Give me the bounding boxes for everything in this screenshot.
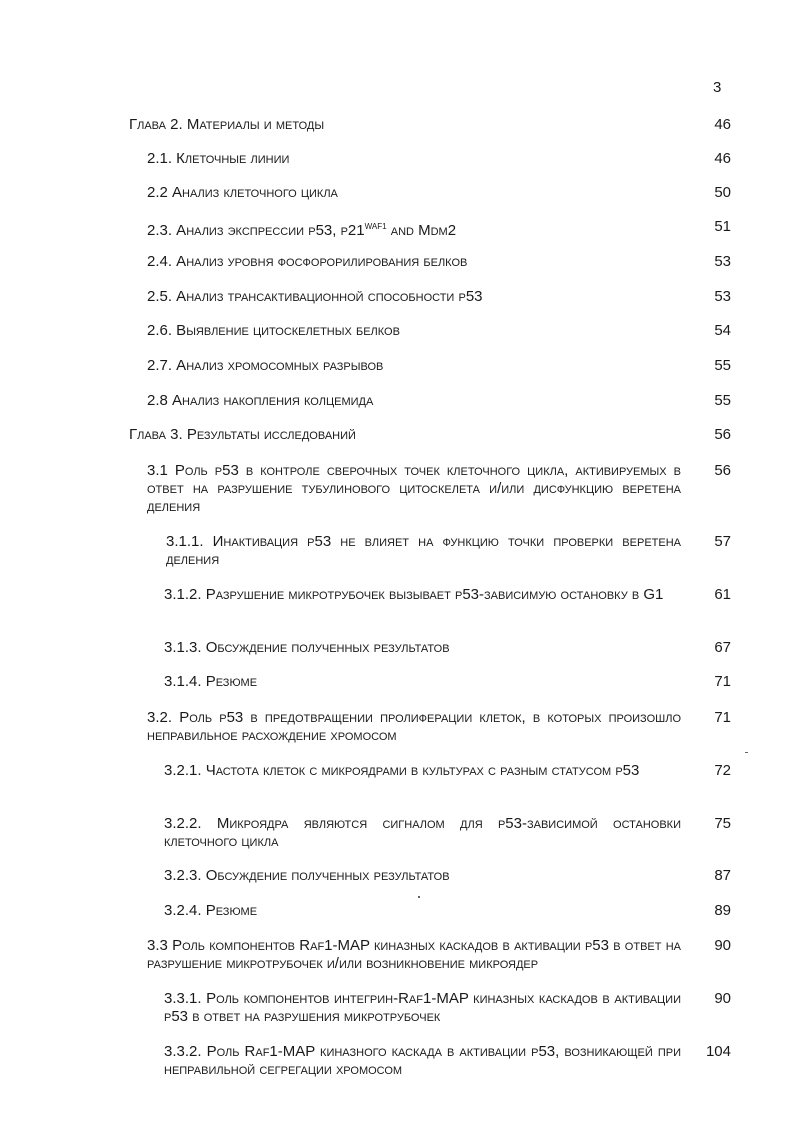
toc-entry-label: 2.2 Анализ клеточного цикла	[147, 184, 338, 201]
toc-entry-2-8	[147, 392, 731, 410]
toc-entry-2-1	[147, 150, 731, 168]
toc-entry-3-3	[147, 937, 731, 973]
toc-entry-label: 2.4. Анализ уровня фосфорорилирования белков	[147, 253, 468, 270]
toc-entry-3-2-4	[164, 902, 731, 920]
toc-entry-page: 104	[705, 1043, 731, 1060]
toc-entry-page: 71	[714, 673, 731, 690]
toc-entry-3-1-2	[164, 586, 731, 604]
toc-entry-2-5	[147, 288, 731, 306]
toc-entry-page: 90	[714, 990, 731, 1007]
toc-entry-page: 57	[714, 533, 731, 550]
toc-entry-page: 55	[714, 392, 731, 409]
toc-entry-2-2	[147, 184, 731, 202]
toc-entry-page: 51	[714, 218, 731, 235]
toc-entry-page: 89	[714, 902, 731, 919]
toc-entry-label: 2.1. Клеточные линии	[147, 150, 290, 167]
toc-entry-label: 3.2.1. Частота клеток с микроядрами в культурах с разным статусом p53	[164, 762, 640, 779]
toc-entry-2-3	[147, 218, 731, 240]
toc-entry-label: 3.3.2. Роль Raf1-MAP киназного каскада в активации p53, возникающей при неправильной сегрегации хромосом	[164, 1043, 681, 1078]
toc-entry-2-6	[147, 322, 731, 340]
toc-entry-3-2-2	[164, 815, 731, 851]
toc-entry-3-3-1	[164, 990, 731, 1026]
toc-entry-chapter-2	[129, 116, 731, 134]
toc-entry-2-7	[147, 357, 731, 375]
toc-entry-page: 75	[714, 815, 731, 832]
toc-entry-3-1-1	[166, 533, 731, 569]
toc-entry-page: 71	[714, 709, 731, 726]
toc-entry-label: 2.5. Анализ трансактивационной способности p53	[147, 288, 483, 305]
toc-entry-label: 2.8 Анализ накопления колцемида	[147, 392, 374, 409]
toc-entry-page: 87	[714, 867, 731, 884]
toc-entry-3-2-3	[164, 867, 731, 885]
toc-entry-page: 50	[714, 184, 731, 201]
toc-entry-page: 46	[714, 150, 731, 167]
toc-entry-page: 72	[714, 762, 731, 779]
toc-entry-3-2-1	[164, 762, 731, 780]
toc-entry-label: 3.1.4. Резюме	[164, 673, 258, 690]
toc-entry-page: 46	[714, 116, 731, 133]
toc-entry-label: Глава 3. Результаты исследований	[129, 426, 356, 443]
toc-entry-label-superscript: WAF1	[364, 222, 387, 231]
toc-entry-label: 3.2.4. Резюме	[164, 902, 258, 919]
toc-entry-3-1-4	[164, 673, 731, 691]
toc-entry-page: 53	[714, 253, 731, 270]
scan-speck	[745, 752, 748, 753]
toc-entry-label: Глава 2. Материалы и методы	[129, 116, 325, 133]
toc-entry-label: 3.2.3. Обсуждение полученных результатов	[164, 867, 450, 884]
toc-entry-label: 3.2.2. Микроядра являются сигналом для p53-зависимой остановки клеточного цикла	[164, 815, 681, 850]
toc-entry-3-2	[147, 709, 731, 745]
toc-entry-label: 3.1 Роль p53 в контроле сверочных точек клеточного цикла, активируемых в ответ на разрушение тубулинового цитоскелета и/или дисфункцию веретена деления	[147, 462, 681, 515]
toc-entry-page: 90	[714, 937, 731, 954]
toc-entry-label: 3.1.1. Инактивация p53 не влияет на функцию точки проверки веретена деления	[166, 533, 681, 568]
toc-entry-page: 53	[714, 288, 731, 305]
toc-entry-page: 61	[714, 586, 731, 603]
toc-entry-label: 3.1.3. Обсуждение полученных результатов	[164, 639, 450, 656]
toc-entry-label: 3.3 Роль компонентов Raf1-MAP киназных каскадов в активации p53 в ответ на разрушение микротрубочек и/или возникновение микроядер	[147, 937, 681, 972]
toc-entry-2-4	[147, 253, 731, 271]
scan-speck	[418, 896, 420, 898]
toc-entry-label: 2.7. Анализ хромосомных разрывов	[147, 357, 384, 374]
toc-entry-3-1	[147, 462, 731, 516]
toc-entry-3-3-2	[164, 1043, 731, 1079]
toc-entry-label	[147, 218, 681, 240]
toc-entry-page: 55	[714, 357, 731, 374]
toc-entry-label: 3.1.2. Разрушение микротрубочек вызывает p53-зависимую остановку в G1	[164, 586, 664, 603]
toc-entry-label-text: 2.3. Анализ экспрессии p53, p21	[147, 222, 365, 239]
toc-entry-page: 56	[714, 462, 731, 479]
toc-entry-page: 56	[714, 426, 731, 443]
toc-entry-3-1-3	[164, 639, 731, 657]
toc-entry-chapter-3	[129, 426, 731, 444]
toc-entry-label: 2.6. Выявление цитоскелетных белков	[147, 322, 400, 339]
toc-entry-page: 67	[714, 639, 731, 656]
page-number: 3	[713, 79, 722, 96]
toc-entry-label: 3.3.1. Роль компонентов интегрин-Raf1-MAP киназных каскадов в активации p53 в ответ на разрушения микротрубочек	[164, 990, 681, 1025]
toc-entry-page: 54	[714, 322, 731, 339]
toc-entry-label: 3.2. Роль p53 в предотвращении пролиферации клеток, в которых произошло неправильное расхождение хромосом	[147, 709, 681, 744]
toc-entry-label-text: and Mdm2	[386, 222, 457, 239]
